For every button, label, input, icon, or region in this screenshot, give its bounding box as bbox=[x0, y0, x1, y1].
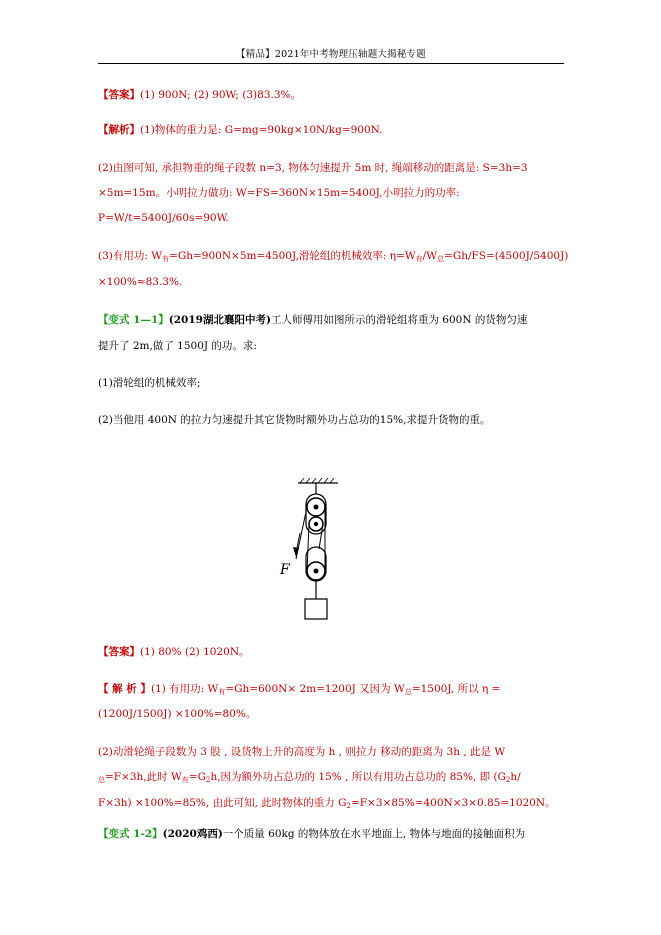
analysis-2-line-3: (2)动滑轮绳子段数为 3 股 , 设货物上升的高度为 h , 则拉力 移动的距离为 3h , 此是 W bbox=[98, 746, 506, 758]
pulley-system-figure bbox=[276, 477, 356, 623]
variant-1-2-line-1 bbox=[98, 827, 568, 841]
answer-text: (1) 80% (2) 1020N。 bbox=[140, 646, 250, 658]
variant-text: 工人师傅用如图所示的滑轮组将重为 600N 的货物匀速 bbox=[270, 314, 528, 326]
analysis-1-line-3: ×5m=15m。小明拉力做功: W=FS=360N×15m=5400J,小明拉力的功率: bbox=[98, 187, 460, 199]
text-segment: =F×3h,此时 W bbox=[105, 771, 182, 783]
analysis-tag: 【解析】 bbox=[98, 124, 140, 136]
analysis-2-line-4 bbox=[98, 770, 568, 787]
answer-text: (1) 900N; (2) 90W; (3)83.3%。 bbox=[140, 89, 301, 101]
analysis-2-line-1 bbox=[98, 682, 568, 699]
analysis-1-line-6: ×100%≈83.3%. bbox=[98, 276, 183, 288]
answer-2 bbox=[98, 645, 568, 659]
subscript: 总 bbox=[98, 776, 105, 784]
subscript: 有 bbox=[162, 255, 170, 263]
text-segment: F×3h) ×100%=85%, 由此可知, 此时物体的重力 G bbox=[98, 797, 347, 809]
variant-text: 一个质量 60kg 的物体放在水平地面上, 物体与地面的接触面积为 bbox=[222, 828, 526, 840]
analysis-1-line-4: P=W/t=5400J/60s=90W. bbox=[98, 212, 229, 224]
analysis-1-line-5 bbox=[98, 249, 568, 266]
analysis-text: (1)物体的重力是: G=mg=90kg×10N/kg=900N. bbox=[140, 124, 383, 136]
subscript: 2 bbox=[505, 776, 511, 784]
variant-source: (2020鸡西) bbox=[162, 828, 223, 840]
text-segment: (1) 有用功: W bbox=[150, 683, 219, 695]
analysis-2-line-5 bbox=[98, 796, 568, 813]
subscript: 有 bbox=[181, 776, 189, 784]
variant-source: (2019湖北襄阳中考) bbox=[168, 314, 271, 326]
subscript: 总 bbox=[437, 255, 445, 263]
text-segment: h/ bbox=[510, 771, 521, 783]
text-segment: =Gh=900N×5m=4500J,滑轮组的机械效率: η=W bbox=[169, 250, 416, 262]
text-segment: h,因为额外功占总功的 15% , 所以有用功占总功的 85%, 即 (G bbox=[210, 771, 506, 783]
variant-1-1-line-1 bbox=[98, 313, 568, 327]
header-divider bbox=[98, 63, 564, 64]
analysis-1-line-2: (2)由图可知, 承担物重的绳子段数 n=3, 物体匀速提升 5m 时, 绳端移动的距离是: S=3h=3 bbox=[98, 162, 528, 174]
answer-tag: 【答案】 bbox=[98, 89, 140, 101]
text-segment: =F×3×85%=400N×3×0.85=1020N。 bbox=[350, 797, 556, 809]
movable-pulley bbox=[306, 547, 326, 599]
text-segment: =Gh=600N× 2m=1200J 又因为 W bbox=[225, 683, 405, 695]
text-segment: =G bbox=[188, 771, 206, 783]
question-2: (2)当他用 400N 的拉力匀速提升其它货物时额外功占总功的15%,求提升货物的重。 bbox=[98, 414, 491, 426]
variant-1-1-line-2: 提升了 2m,做了 1500J 的功。求: bbox=[98, 340, 257, 352]
question-1: (1)滑轮组的机械效率; bbox=[98, 377, 201, 389]
load-box bbox=[305, 599, 327, 619]
answer-1 bbox=[98, 88, 568, 102]
analysis-2-line-2: (1200J/1500J) ×100%=80%。 bbox=[98, 708, 257, 720]
subscript: 有 bbox=[415, 255, 423, 263]
variant-tag: 【变式 1-2】 bbox=[98, 828, 163, 840]
subscript: 总 bbox=[404, 688, 412, 696]
subscript: 有 bbox=[218, 688, 226, 696]
variant-tag: 【变式 1—1】 bbox=[98, 314, 169, 326]
analysis-tag: 【 解 析 】 bbox=[98, 683, 151, 695]
text-segment: (3)有用功: W bbox=[98, 250, 163, 262]
text-segment: /W bbox=[422, 250, 438, 262]
ceiling bbox=[298, 478, 338, 483]
analysis-1-line-1 bbox=[98, 123, 568, 137]
text-segment: =1500J, 所以 η = bbox=[411, 683, 501, 695]
answer-tag: 【答案】 bbox=[98, 646, 140, 658]
text-segment: =Gh/FS=(4500J/5400J) bbox=[444, 250, 569, 262]
subscript: 2 bbox=[205, 776, 211, 784]
force-label: F bbox=[280, 562, 290, 578]
subscript: 2 bbox=[346, 802, 351, 810]
page-header: 【精品】2021年中考物理压轴题大揭秘专题 bbox=[236, 49, 426, 60]
